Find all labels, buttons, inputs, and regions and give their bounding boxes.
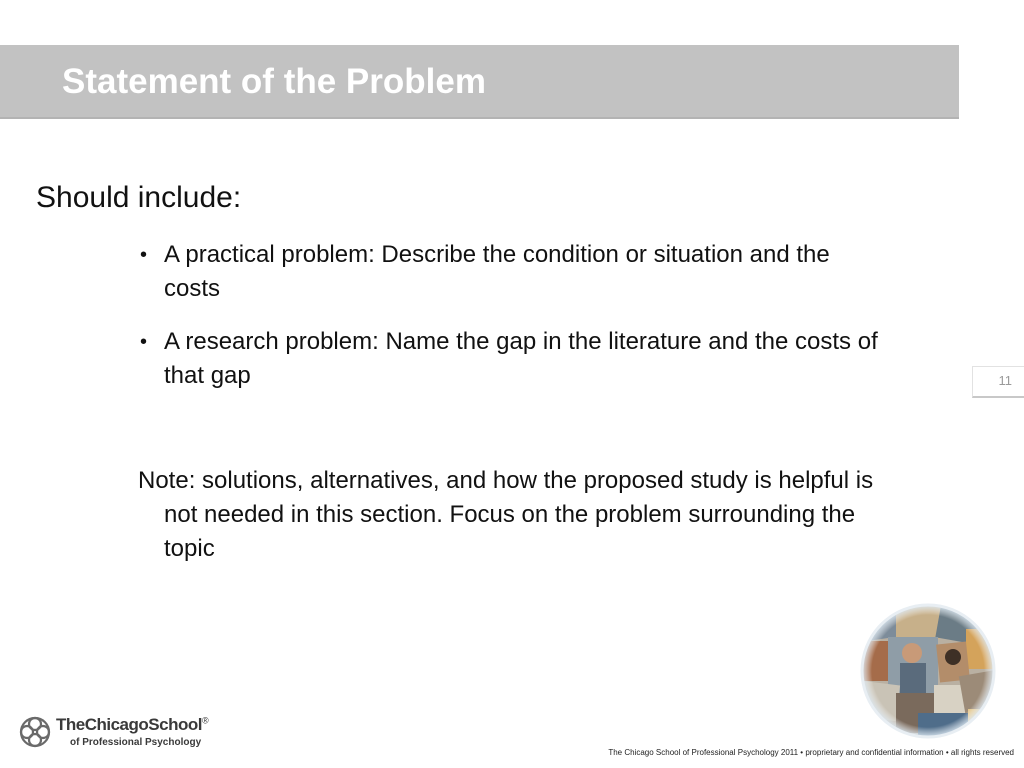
bullet-dot: • (140, 331, 148, 353)
bullet-dot: • (140, 244, 148, 266)
bullet-text: A research problem: Name the gap in the literature and the costs of that gap (164, 328, 878, 389)
bullet-item (138, 238, 878, 306)
bullet-item (138, 325, 878, 393)
logo-subtitle: of Professional Psychology (70, 737, 202, 748)
knot-emblem-icon (18, 715, 52, 749)
slide-heading: Should include: (36, 181, 242, 214)
photo-collage-image (858, 601, 998, 741)
bullet-list (138, 238, 878, 412)
title-bar (0, 45, 959, 119)
bullet-text: A practical problem: Describe the condition or situation and the costs (164, 241, 830, 302)
slide-note: Note: solutions, alternatives, and how the proposed study is helpful is not needed in this section. Focus on the problem surrounding the topic (138, 467, 874, 562)
logo-trademark: ® (201, 715, 209, 726)
slide-title: Statement of the Problem (62, 62, 486, 101)
page-number: 11 (998, 373, 1012, 388)
logo-name: TheChicagoSchool® (56, 715, 209, 734)
footer-text: The Chicago School of Professional Psychology 2011 • proprietary and confidential information • all rights reserved (608, 748, 1014, 757)
chicago-school-logo (18, 713, 218, 753)
page-number-tab (972, 366, 1024, 398)
